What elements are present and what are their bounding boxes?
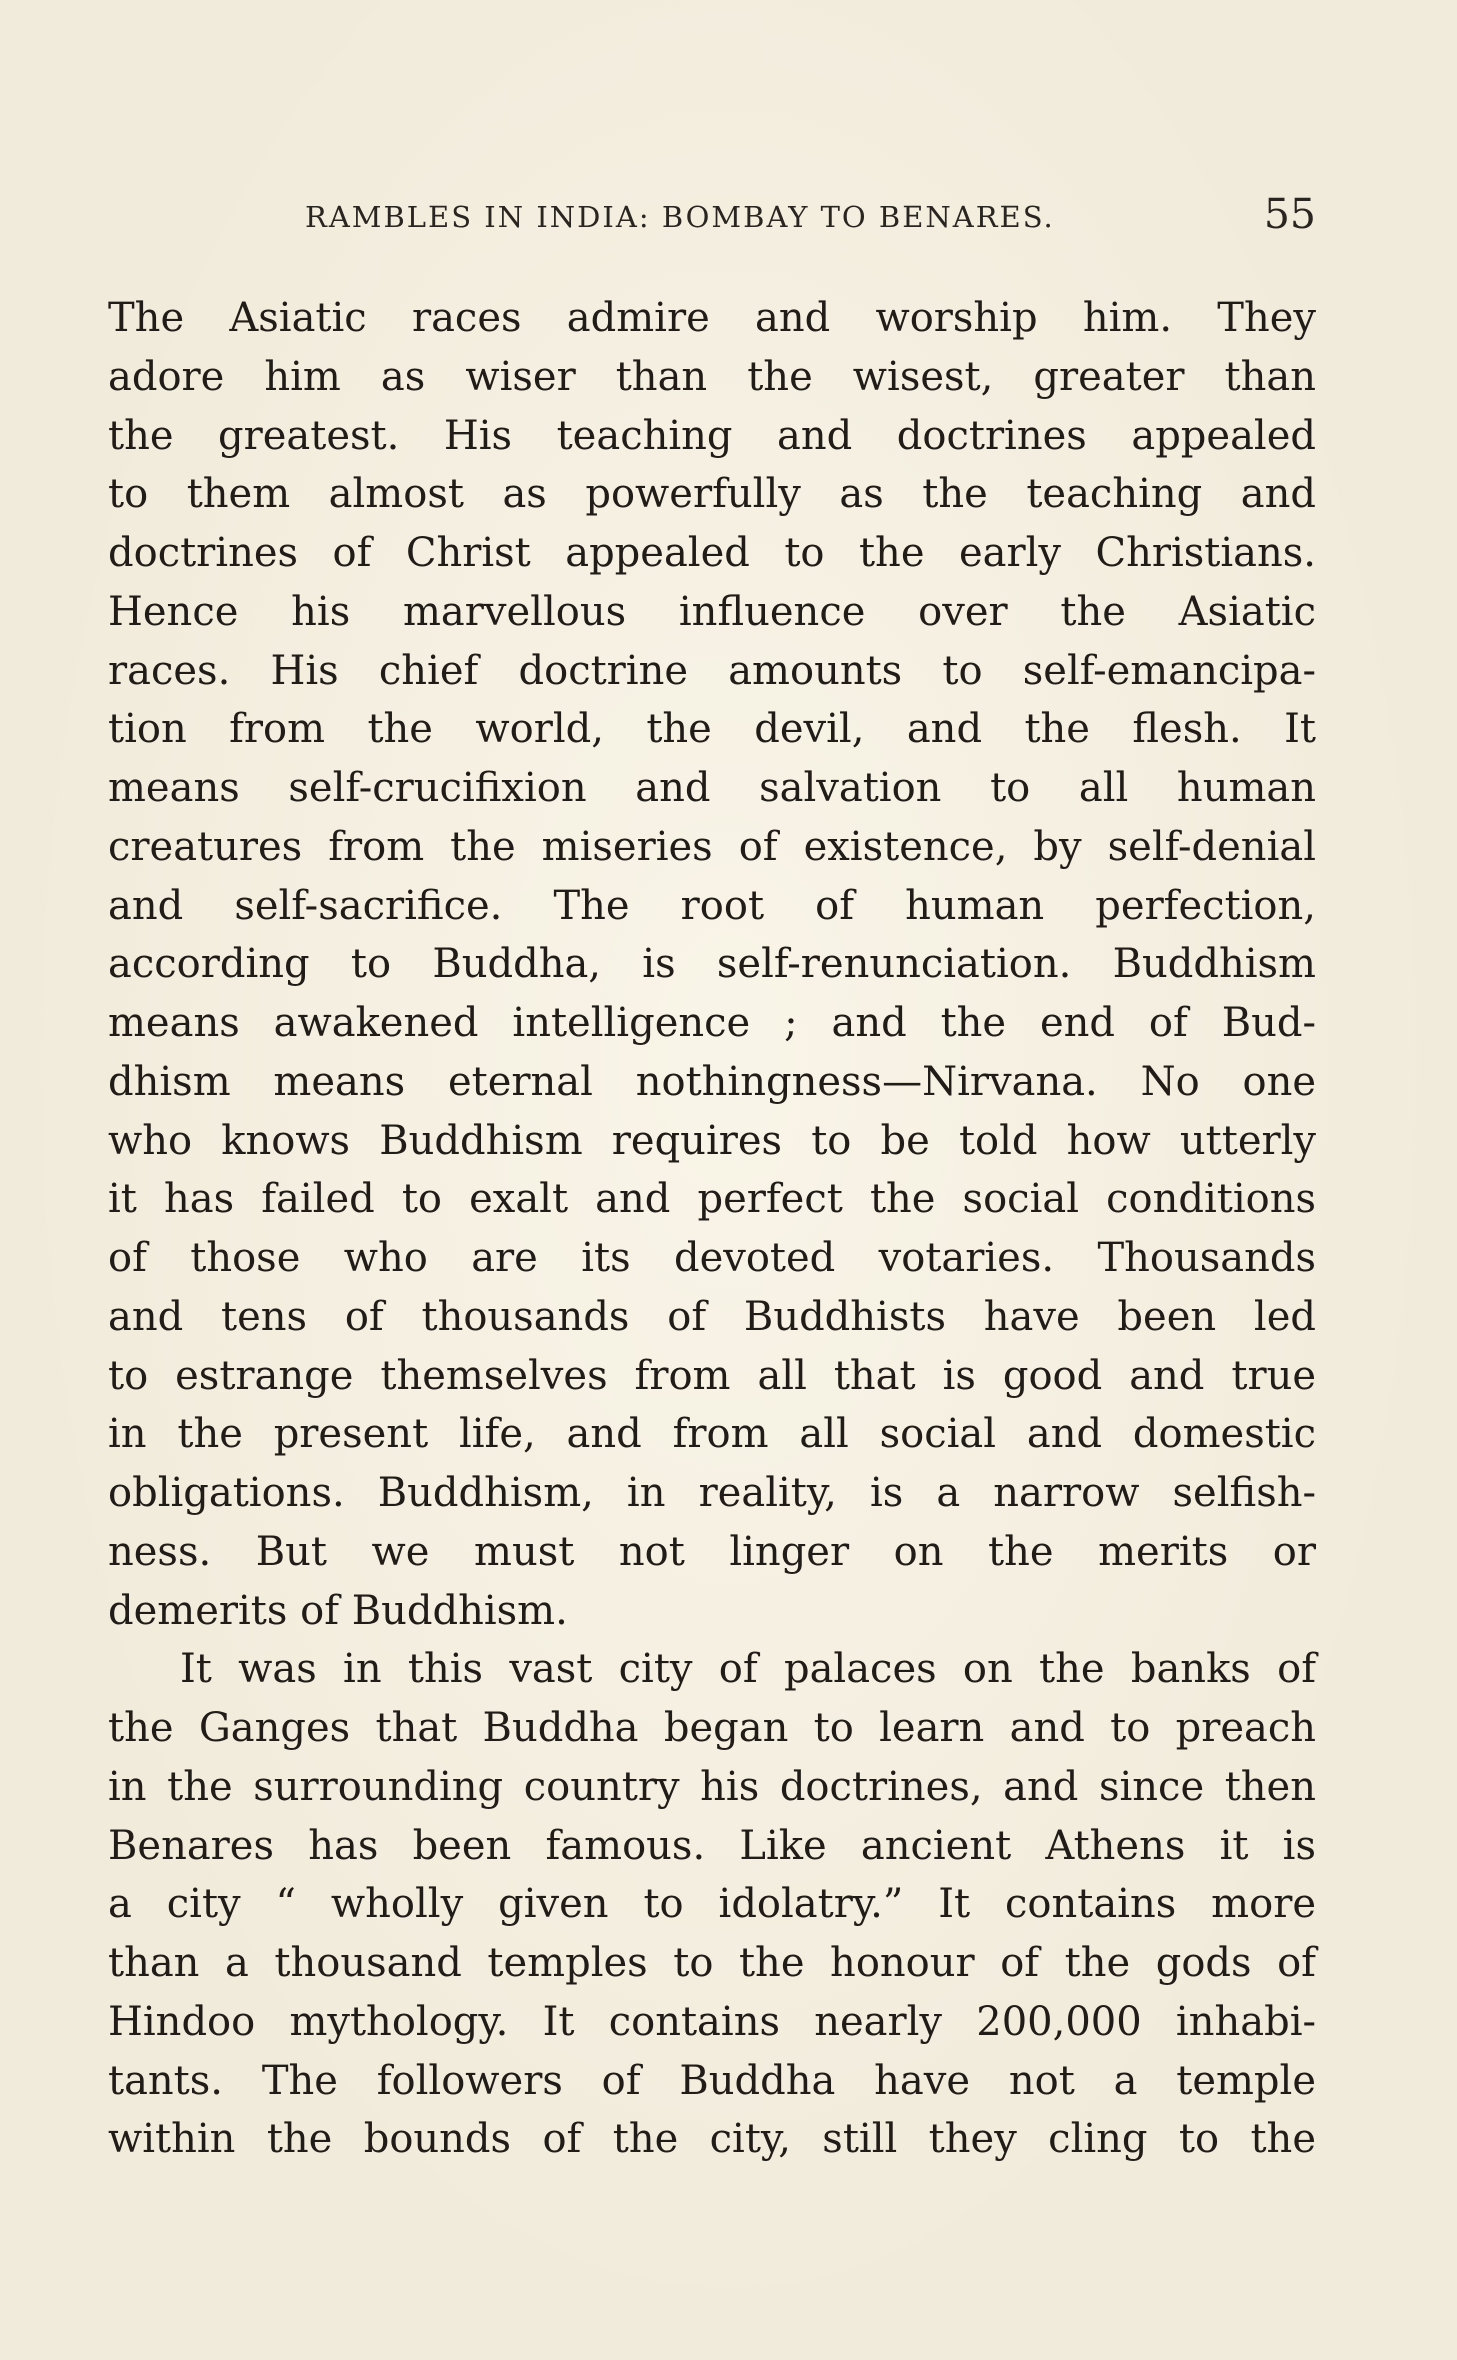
text-line: within the bounds of the city, still they cling to the <box>108 2116 1316 2163</box>
text-line: ness. But we must not linger on the merits or <box>108 1528 1316 1575</box>
text-line: in the present life, and from all social and domestic <box>108 1411 1316 1458</box>
text-line: and tens of thousands of Buddhists have been led <box>108 1293 1316 1340</box>
text-line: the greatest. His teaching and doctrines appealed <box>108 412 1316 459</box>
text-line: who knows Buddhism requires to be told how utterly <box>108 1117 1316 1164</box>
text-line: it has failed to exalt and perfect the social conditions <box>108 1176 1316 1223</box>
text-line: of those who are its devoted votaries. Thousands <box>108 1235 1316 1281</box>
text-line: obligations. Buddhism, in reality, is a narrow selfish- <box>108 1470 1316 1516</box>
text-line: to estrange themselves from all that is good and true <box>108 1352 1316 1399</box>
text-line: Benares has been famous. Like ancient Athens it is <box>108 1822 1316 1869</box>
page-number: 55 <box>1263 190 1316 238</box>
text-line: tion from the world, the devil, and the flesh. It <box>108 706 1316 753</box>
text-line: the Ganges that Buddha began to learn and to preach <box>108 1705 1316 1751</box>
text-line: Hindoo mythology. It contains nearly 200,000 inhabi- <box>108 1998 1316 2045</box>
running-head <box>108 190 1316 250</box>
text-line: to them almost as powerfully as the teaching and <box>108 471 1316 518</box>
text-line: according to Buddha, is self-renunciation. Buddhism <box>108 941 1316 988</box>
paragraph-start-line: It was in this vast city of palaces on the banks of <box>180 1646 1316 1693</box>
text-line: Hence his marvellous influence over the Asiatic <box>108 588 1316 635</box>
text-line: creatures from the miseries of existence, by self-denial <box>108 823 1316 870</box>
text-line: means self-crucifixion and salvation to all human <box>108 765 1316 811</box>
body-text <box>108 289 1316 2169</box>
text-line: tants. The followers of Buddha have not a temple <box>108 2057 1316 2104</box>
text-line: means awakened intelligence ; and the end of Bud- <box>108 1000 1316 1046</box>
text-line: races. His chief doctrine amounts to self-emancipa- <box>108 647 1316 694</box>
text-line: a city “ wholly given to idolatry.” It contains more <box>108 1881 1316 1928</box>
running-title: RAMBLES IN INDIA: BOMBAY TO BENARES. <box>305 200 1055 234</box>
text-line: doctrines of Christ appealed to the early Christians. <box>108 530 1316 576</box>
text-line: dhism means eternal nothingness—Nirvana. No one <box>108 1058 1316 1105</box>
text-line: than a thousand temples to the honour of the gods of <box>108 1940 1316 1986</box>
text-line: in the surrounding country his doctrines, and since then <box>108 1763 1316 1810</box>
text-line: The Asiatic races admire and worship him. They <box>108 295 1316 341</box>
text-line: and self-sacrifice. The root of human perfection, <box>108 882 1316 929</box>
paragraph-end-line: demerits of Buddhism. <box>108 1587 568 1634</box>
text-line: adore him as wiser than the wisest, greater than <box>108 353 1316 400</box>
